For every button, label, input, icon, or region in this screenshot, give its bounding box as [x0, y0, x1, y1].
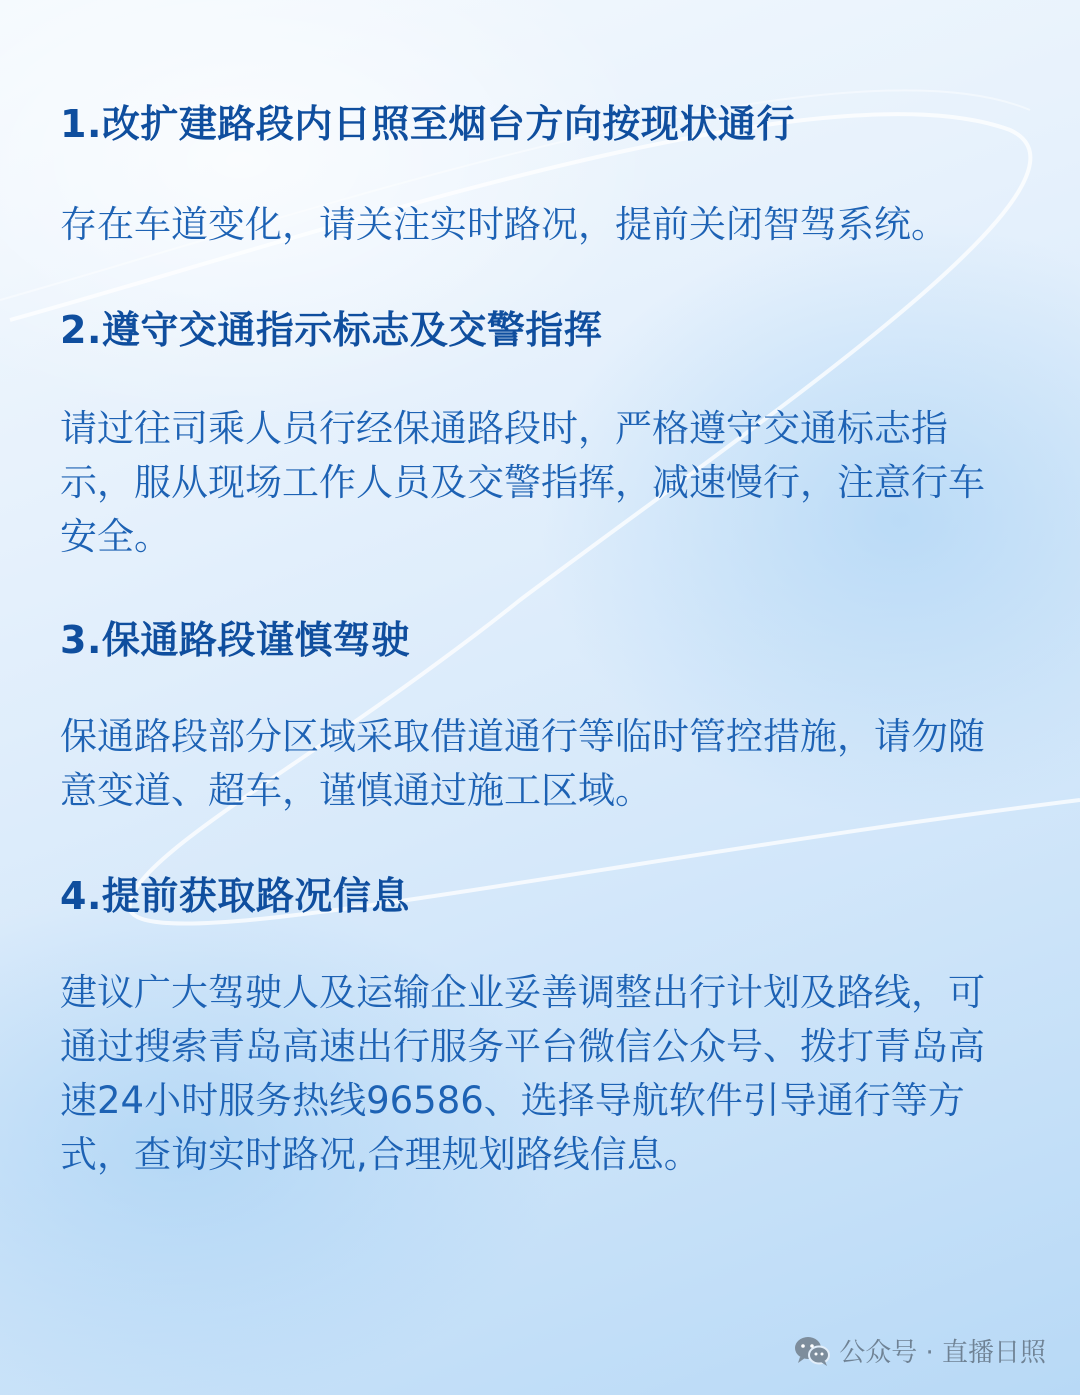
section-heading: 4.提前获取路况信息 — [60, 874, 410, 918]
section-heading: 1.改扩建路段内日照至烟台方向按现状通行 — [60, 102, 795, 146]
watermark — [793, 1332, 1046, 1369]
section-body: 请过往司乘人员行经保通路段时，严格遵守交通标志指示，服从现场工作人员及交警指挥，减速慢行，注意行车安全。 — [60, 407, 985, 558]
section-heading: 2.遵守交通指示标志及交警指挥 — [60, 308, 603, 352]
section-body: 存在车道变化，请关注实时路况，提前关闭智驾系统。 — [60, 203, 948, 246]
notice-content — [60, 92, 1020, 1182]
watermark-text: 公众号 · 直播日照 — [839, 1338, 1046, 1368]
section-body: 建议广大驾驶人及运输企业妥善调整出行计划及路线，可通过搜索青岛高速出行服务平台微信公众号、拨打青岛高速24小时服务热线96586、选择导航软件引导通行等方式，查询实时路况,合理规划路线信息。 — [60, 971, 985, 1176]
section-body: 保通路段部分区域采取借道通行等临时管控措施，请勿随意变道、超车，谨慎通过施工区域。 — [60, 715, 985, 812]
wechat-icon — [793, 1335, 831, 1367]
section-heading: 3.保通路段谨慎驾驶 — [60, 618, 410, 662]
